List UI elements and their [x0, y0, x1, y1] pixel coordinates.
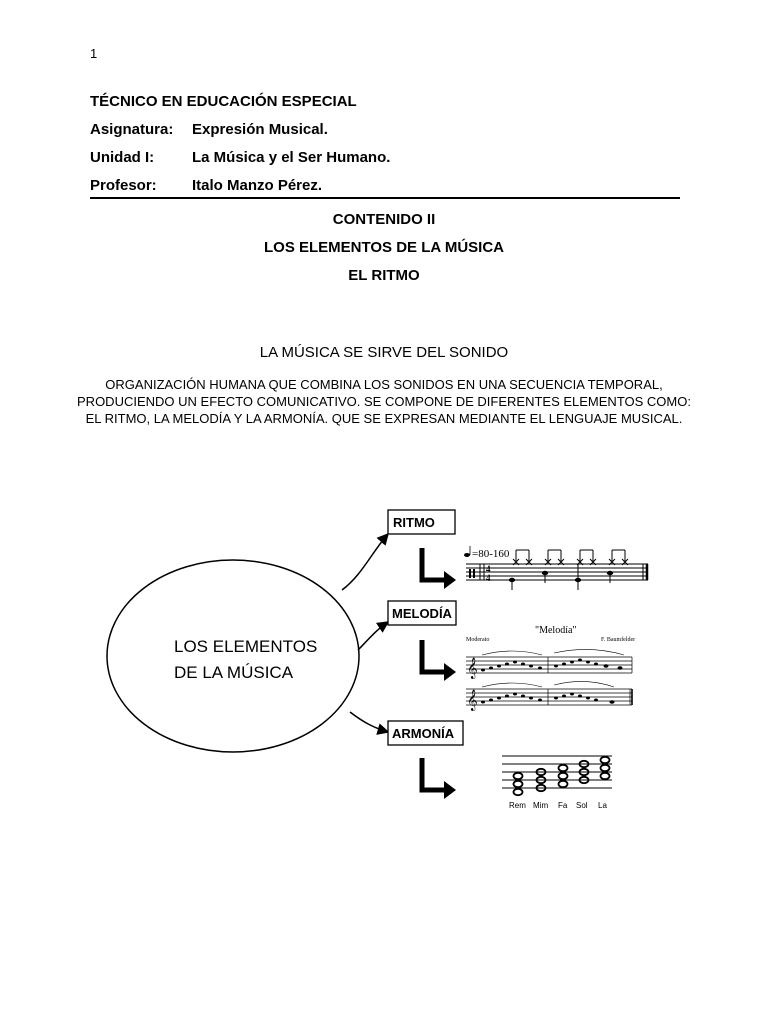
subject-label: Asignatura:	[90, 121, 174, 138]
melody-title: "Melodía"	[535, 625, 577, 636]
melody-composer: F. Baumfelder	[601, 637, 636, 643]
svg-text:𝄞: 𝄞	[467, 658, 478, 679]
content-title-line: EL RITMO	[348, 267, 420, 284]
center-ellipse	[107, 560, 359, 752]
chord-label: La	[598, 801, 607, 810]
chord-label: Mim	[533, 801, 549, 810]
header-row-teacher	[90, 176, 680, 204]
armonia-label: ARMONÍA	[392, 726, 455, 741]
rhythm-tempo: =80-160	[472, 548, 510, 560]
content-title	[0, 206, 768, 290]
melody-notation	[466, 625, 635, 711]
definition-line: ORGANIZACIÓN HUMANA QUE COMBINA LOS SONIDOS EN UNA SECUENCIA TEMPORAL,	[105, 377, 663, 392]
content-title-line: LOS ELEMENTOS DE LA MÚSICA	[263, 239, 504, 256]
melody-tempo: Moderato	[466, 637, 490, 643]
subject-value: Expresión Musical.	[192, 121, 328, 138]
branch-arrow-ritmo	[342, 534, 388, 590]
header-row-subject	[90, 120, 680, 148]
section-heading: LA MÚSICA SE SIRVE DEL SONIDO	[259, 344, 509, 361]
svg-text:𝄞: 𝄞	[467, 690, 478, 711]
bent-arrow-icon	[422, 758, 456, 799]
definition-paragraph	[0, 376, 768, 427]
teacher-label: Profesor:	[90, 177, 157, 194]
bent-arrow-icon	[422, 548, 456, 589]
program-title: TÉCNICO EN EDUCACIÓN ESPECIAL	[90, 93, 357, 110]
definition-line: EL RITMO, LA MELODÍA Y LA ARMONÍA. QUE SE EXPRESAN MEDIANTE EL LENGUAJE MUSICAL.	[85, 411, 683, 426]
rhythm-notation	[464, 546, 648, 590]
header-divider	[90, 197, 680, 199]
ritmo-label: RITMO	[393, 515, 435, 530]
melodia-label: MELODÍA	[392, 606, 452, 621]
bent-arrow-icon	[422, 640, 456, 681]
center-label-line-1: LOS ELEMENTOS	[174, 637, 318, 656]
chord-label: Sol	[576, 801, 588, 810]
header-row-unit	[90, 148, 680, 176]
unit-label: Unidad I:	[90, 149, 155, 166]
page-number: 1	[90, 46, 98, 61]
svg-text:4: 4	[486, 573, 491, 583]
harmony-notation	[502, 756, 612, 810]
center-label-line-2: DE LA MÚSICA	[174, 663, 294, 682]
unit-value: La Música y el Ser Humano.	[192, 149, 391, 166]
svg-text:4: 4	[486, 564, 491, 574]
teacher-value: Italo Manzo Pérez.	[192, 177, 323, 194]
branch-arrow-armonia	[350, 712, 388, 732]
document-header	[90, 92, 680, 204]
chord-label: Rem	[509, 801, 526, 810]
music-elements-diagram	[0, 500, 768, 830]
branch-arrow-melodia	[358, 622, 388, 650]
chord-label: Fa	[558, 801, 568, 810]
content-title-line: CONTENIDO II	[332, 211, 436, 228]
definition-line: PRODUCIENDO UN EFECTO COMUNICATIVO. SE COMPONE DE DIFERENTES ELEMENTOS COMO:	[77, 394, 691, 409]
